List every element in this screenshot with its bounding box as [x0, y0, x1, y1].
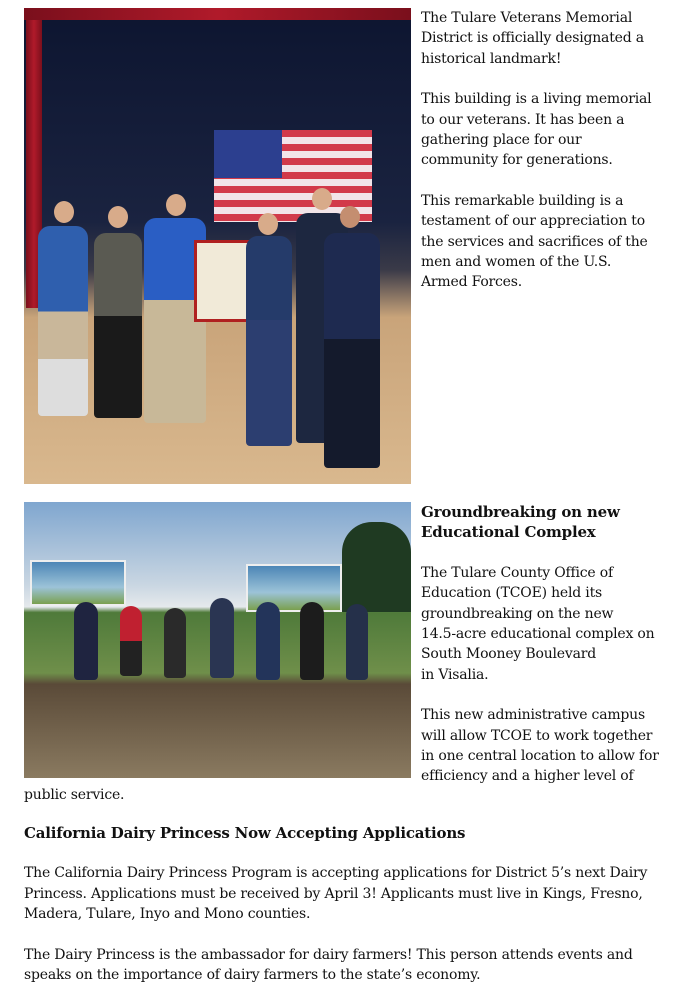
landmark-article: [421, 8, 651, 293]
text-line: to our veterans. It has been a: [421, 111, 625, 128]
text-line: The Tulare County Office of: [421, 564, 613, 581]
text-line: The Tulare Veterans Memorial: [421, 10, 633, 26]
rendering-sign: [30, 560, 126, 606]
text-line: The California Dairy Princess Program is accepting applications for District 5’s next Dairy: [24, 865, 648, 882]
text-line: Princess. Applications must be received by April 3! Applicants must live in Kings, Fresno,: [24, 885, 643, 902]
person: [210, 598, 234, 678]
text-line: Armed Forces.: [421, 274, 523, 291]
text-line: groundbreaking on the new: [421, 605, 614, 622]
groundbreaking-paragraph-1: [421, 563, 659, 685]
text-line: speaks on the importance of dairy farmers to the state’s economy.: [24, 967, 481, 984]
text-line: testament of our appreciation to: [421, 213, 645, 230]
dairy-paragraph-2: [24, 945, 647, 986]
heading-line: Groundbreaking on new: [421, 503, 620, 521]
person: [38, 226, 88, 416]
dairy-paragraph-1: [24, 863, 647, 924]
text-line: community for generations.: [421, 152, 613, 169]
dairy-princess-heading: [24, 823, 647, 843]
landmark-paragraph-1: [421, 8, 651, 69]
text-line: in one central location to allow for: [421, 748, 659, 765]
person: [74, 602, 98, 680]
person: [120, 606, 142, 676]
text-line: This remarkable building is a: [421, 192, 624, 209]
veterans-memorial-photo: [24, 8, 411, 484]
groundbreaking-heading: [421, 502, 659, 543]
heading-line: Educational Complex: [421, 523, 596, 542]
dairy-princess-article: [24, 823, 647, 985]
person-head: [340, 206, 360, 228]
person: [346, 604, 368, 680]
text-line: The Dairy Princess is the ambassador for dairy farmers! This person attends events and: [24, 946, 633, 963]
text-line: This building is a living memorial: [421, 91, 652, 108]
framed-certificate: [194, 240, 252, 322]
text-line: the services and sacrifices of the: [421, 233, 648, 250]
person-head: [258, 213, 278, 235]
text-line: men and women of the U.S.: [421, 254, 612, 271]
person: [256, 602, 280, 680]
groundbreaking-photo: [24, 502, 411, 778]
text-line: efficiency and a higher level of: [421, 768, 634, 785]
text-line: historical landmark!: [421, 50, 562, 67]
person: [300, 602, 324, 680]
text-line: This new administrative campus: [421, 707, 645, 724]
person: [246, 236, 292, 446]
text-line: District is officially designated a: [421, 30, 644, 47]
text-line: public service.: [24, 787, 125, 803]
person: [94, 233, 142, 418]
text-line: Madera, Tulare, Inyo and Mono counties.: [24, 906, 311, 923]
landmark-paragraph-3: [421, 191, 651, 293]
heading-line: California Dairy Princess Now Accepting Applications: [24, 824, 466, 842]
person: [324, 233, 380, 468]
text-line: in Visalia.: [421, 666, 489, 683]
text-line: Education (TCOE) held its: [421, 585, 602, 602]
text-line: 14.5-acre educational complex on: [421, 626, 655, 643]
person: [164, 608, 186, 678]
text-line: gathering place for our: [421, 132, 582, 149]
landmark-paragraph-2: [421, 89, 651, 171]
text-line: will allow TCOE to work together: [421, 727, 653, 744]
person-head: [108, 206, 128, 228]
person-head: [166, 194, 186, 216]
person-head: [54, 201, 74, 223]
trees: [342, 522, 411, 612]
stage-valance: [24, 8, 411, 20]
text-line: South Mooney Boulevard: [421, 646, 596, 663]
groundbreaking-paragraph-2: [421, 705, 659, 787]
person-head: [312, 188, 332, 210]
groundbreaking-article: [421, 502, 659, 787]
